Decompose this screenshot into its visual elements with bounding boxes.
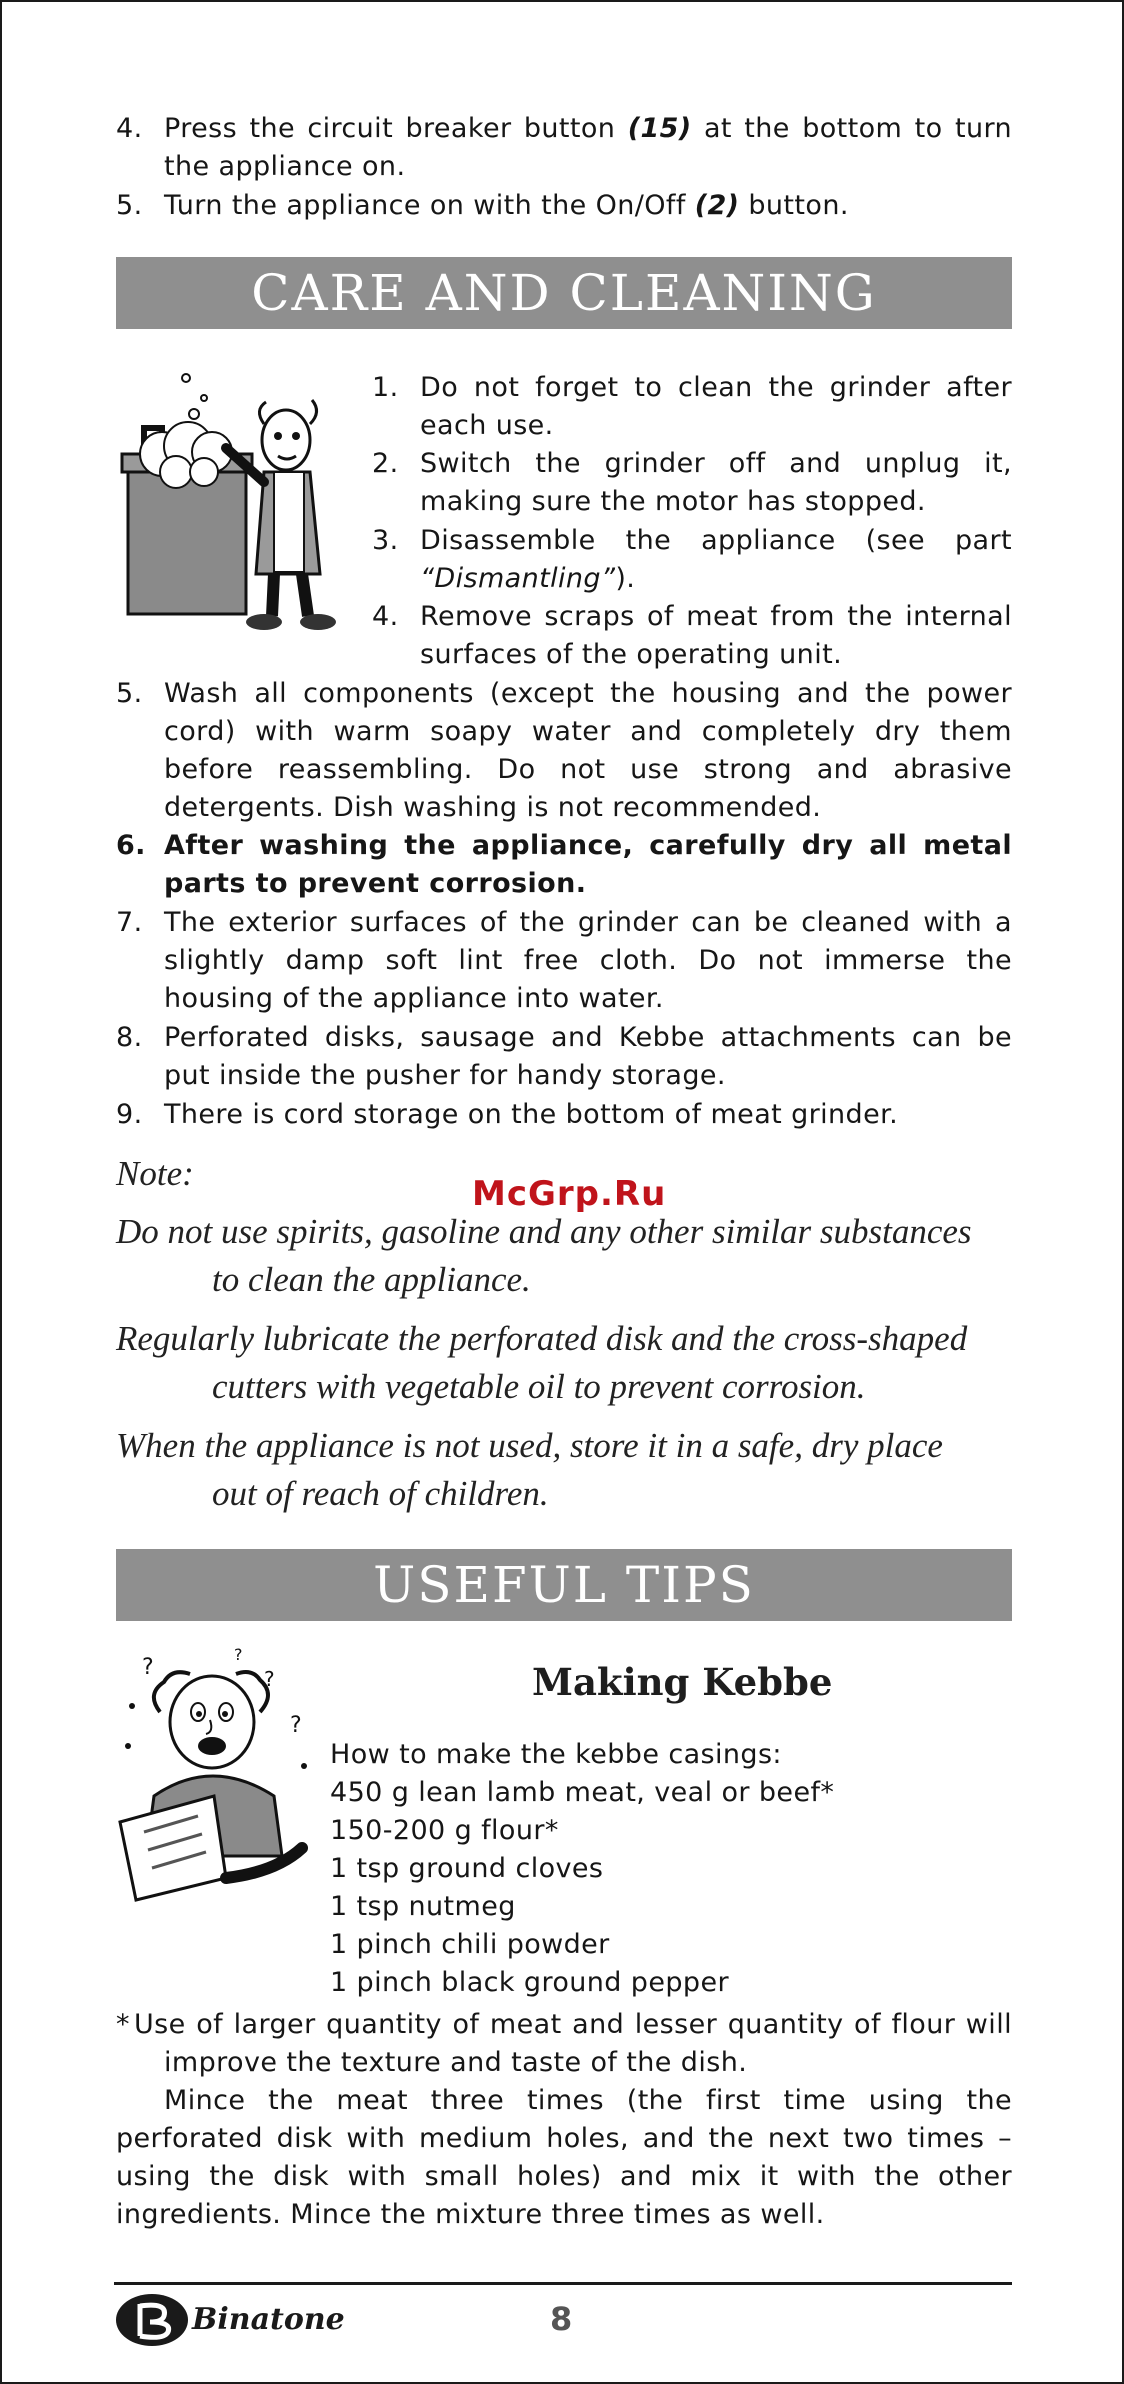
footnote: * Use of larger quantity of meat and lesser quantity of flour will improve the texture and taste of the dish. [116, 2009, 1012, 2078]
page-number: 8 [550, 2300, 573, 2338]
useful-tips-banner: USEFUL TIPS [116, 1549, 1012, 1621]
recipe-line: 150-200 g flour* [330, 1815, 559, 1846]
recipe-ingredients [330, 1736, 1020, 2002]
mince-paragraph: Mince the meat three times (the first time using the perforated disk with medium holes, and the next two times – using the disk with small holes) and mix it with the other ingredients. Mince the mixture three times as well. [116, 2085, 1012, 2230]
recipe-line: 1 pinch chili powder [330, 1929, 610, 1960]
recipe-line: How to make the kebbe casings: [330, 1739, 782, 1770]
footer-rule [114, 2282, 1012, 2285]
brand-name: Binatone [192, 2302, 345, 2337]
note-1: Do not use spirits, gasoline and any other similar substances to clean the appliance. [116, 1212, 972, 1299]
care-step-1: 1. Do not forget to clean the grinder after each use. [372, 372, 1012, 441]
care-step-2: 2. Switch the grinder off and unplug it, making sure the motor has stopped. [372, 448, 1012, 517]
care-step-8: 8. Perforated disks, sausage and Kebbe attachments can be put inside the pusher for handy storage. [116, 1022, 1012, 1091]
care-step-4: 4. Remove scraps of meat from the internal surfaces of the operating unit. [372, 601, 1012, 670]
svg-text:?: ? [264, 1667, 275, 1691]
watermark: McGrp.Ru [472, 1174, 667, 1214]
cleaning-man-illustration [114, 364, 350, 646]
care-step-3: 3. Disassemble the appliance (see part “Dismantling”). [372, 525, 1012, 594]
making-kebbe-heading: Making Kebbe [532, 1660, 833, 1704]
binatone-logo-icon [114, 2292, 192, 2348]
recipe-line: 1 pinch black ground pepper [330, 1967, 729, 1998]
recipe-line: 1 tsp ground cloves [330, 1853, 604, 1884]
note-2: Regularly lubricate the perforated disk and the cross-shaped cutters with vegetable oil to prevent corrosion. [116, 1319, 968, 1406]
care-step-6: 6. After washing the appliance, carefully dry all metal parts to prevent corrosion. [116, 830, 1012, 899]
recipe-line: 450 g lean lamb meat, veal or beef* [330, 1777, 835, 1808]
care-step-7: 7. The exterior surfaces of the grinder can be cleaned with a slightly damp soft lint free cloth. Do not immerse the housing of the appliance into water. [116, 907, 1012, 1014]
svg-text:?: ? [290, 1713, 302, 1738]
reading-man-illustration [114, 1646, 330, 1908]
care-step-9: 9. There is cord storage on the bottom of meat grinder. [116, 1099, 899, 1130]
svg-text:?: ? [234, 1646, 243, 1664]
care-cleaning-banner: CARE AND CLEANING [116, 257, 1012, 329]
care-step-5: 5. Wash all components (except the housing and the power cord) with warm soapy water and completely dry them before reassembling. Do not use strong and abrasive detergents. Dish washing is not recommended. [116, 678, 1012, 823]
note-label: Note: [116, 1154, 194, 1193]
recipe-line: 1 tsp nutmeg [330, 1891, 516, 1922]
note-3: When the appliance is not used, store it in a safe, dry place out of reach of children. [116, 1426, 943, 1513]
svg-text:?: ? [142, 1655, 154, 1680]
intro-step-5: 5. Turn the appliance on with the On/Off (2) button. [116, 190, 849, 221]
intro-step-4: 4. Press the circuit breaker button (15) at the bottom to turn the appliance on. [116, 113, 1012, 182]
